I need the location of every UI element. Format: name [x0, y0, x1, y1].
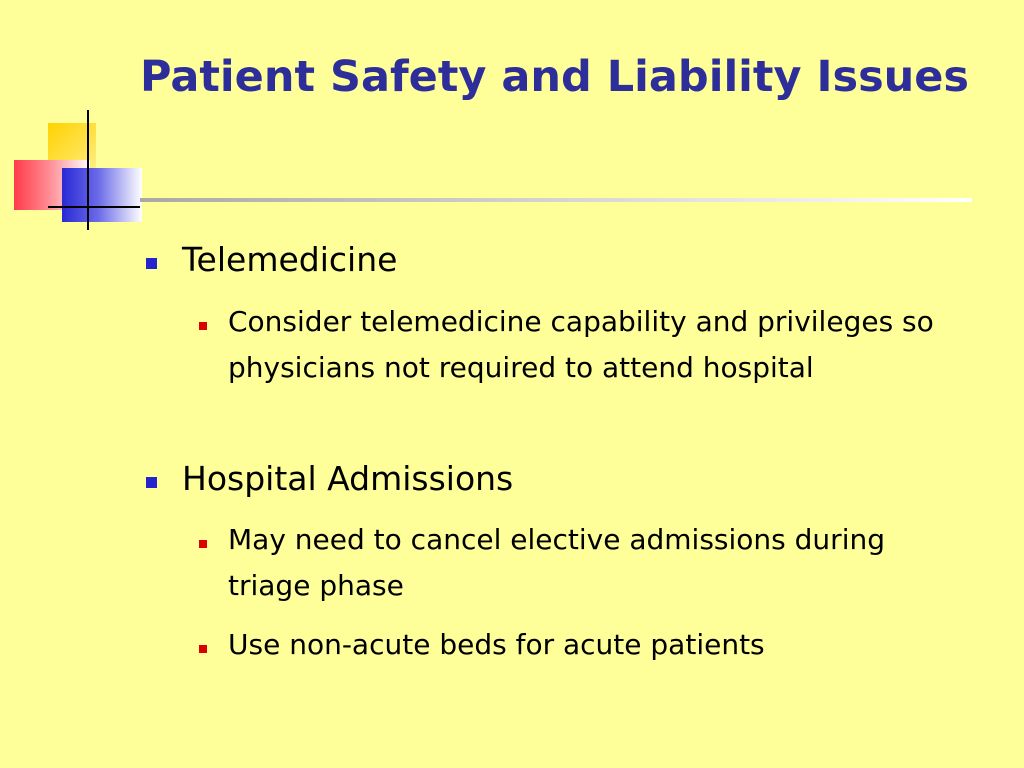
bullet-item-telemedicine: Telemedicine — [182, 240, 398, 279]
title-underline — [140, 198, 972, 202]
subbullet-item: Use non-acute beds for acute patients — [228, 628, 765, 661]
blue-gradient-block — [62, 168, 142, 222]
subbullet-marker — [199, 645, 207, 653]
bullet-item-hospital-admissions: Hospital Admissions — [182, 459, 514, 498]
slide-title: Patient Safety and Liability Issues — [140, 52, 970, 102]
subbullet-item: Consider telemedicine capability and privileges so physicians not required to attend hospital — [228, 305, 934, 384]
subbullet-marker — [199, 322, 207, 330]
bullet-marker — [146, 258, 157, 269]
subbullet-item: May need to cancel elective admissions during triage phase — [228, 523, 885, 602]
subbullet-marker — [199, 540, 207, 548]
horizontal-line — [48, 206, 140, 208]
decorative-blocks — [0, 0, 160, 240]
vertical-line — [87, 110, 89, 230]
bullet-marker — [146, 477, 157, 488]
